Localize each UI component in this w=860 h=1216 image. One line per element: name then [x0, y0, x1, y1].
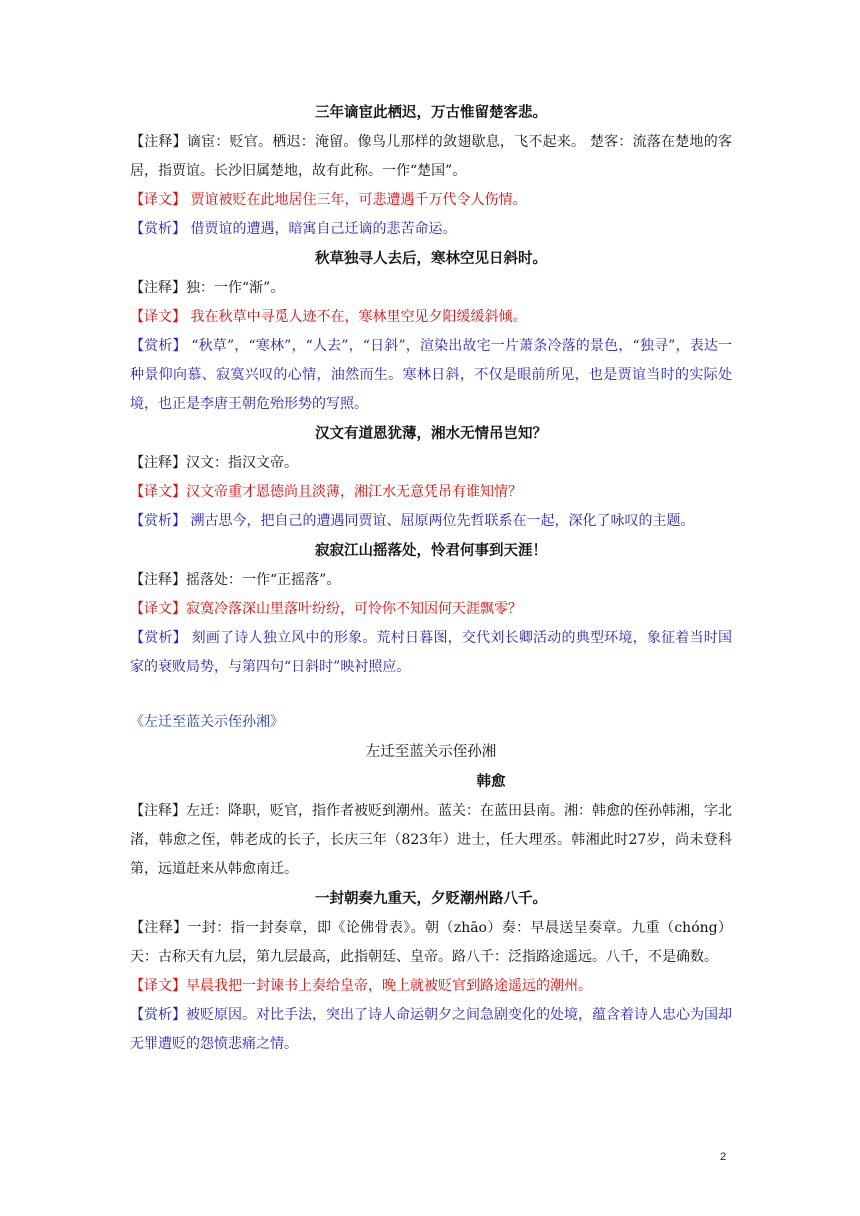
- translation-paragraph: 【译文】 贾谊被贬在此地居住三年，可悲遭遇千万代令人伤情。: [130, 192, 527, 208]
- translation-paragraph: 【译文】汉文帝重才恩德尚且淡薄，湘江水无意凭吊有谁知情？: [130, 484, 522, 500]
- appreciation-paragraph: 【赏析】 刻画了诗人独立风中的形象。荒村日暮图，交代刘长卿活动的典型环境，象征着当时国家的衰败局势，与第四句“日斜时”映衬照应。: [130, 630, 732, 675]
- note-paragraph: 【注释】一封：指一封奏章，即《论佛骨表》。朝（zhāo）奏：早晨送呈奏章。九重（chóng）天：古称天有九层，第九层最高，此指朝廷、皇帝。路八千：泛指路途遥远。八千，不是确数。: [130, 920, 732, 965]
- note-paragraph: 【注释】摇落处：一作“正摇落”。: [130, 572, 341, 588]
- appreciation-paragraph: 【赏析】 “秋草”，“寒林”，“人去”，“日斜”，渲染出故宅一片萧条冷落的景色，“独寻”，表达一种景仰向慕、寂寞兴叹的心情，油然而生。寒林日斜，不仅是眼前所见，也是贾谊当时的实际处境，也正是李唐王朝危殆形势的写照。: [130, 338, 732, 412]
- appreciation-paragraph: 【赏析】 溯古思今，把自己的遭遇同贾谊、屈原两位先哲联系在一起，深化了咏叹的主题。: [130, 513, 695, 529]
- translation-paragraph: 【译文】 我在秋草中寻觅人迹不在，寒林里空见夕阳缓缓斜倾。: [130, 309, 527, 325]
- verse-heading: 汉文有道恩犹薄，湘水无情吊岂知？: [315, 426, 547, 442]
- appreciation-paragraph: 【赏析】 借贾谊的遭遇，暗寓自己迁谪的悲苦命运。: [130, 221, 457, 237]
- intro-note-paragraph: 【注释】左迁：降职，贬官，指作者被贬到潮州。蓝关：在蓝田县南。湘：韩愈的侄孙韩湘，字北渚，韩愈之侄，韩老成的长子，长庆三年（823年）进士，任大理丞。韩湘此时27岁，尚未登科第，远道赶来从韩愈南迁。: [130, 803, 732, 877]
- verse-heading: 三年谪宦此栖迟，万古惟留楚客悲。: [315, 105, 547, 121]
- translation-paragraph: 【译文】寂寞冷落深山里落叶纷纷，可怜你不知因何天涯飘零？: [130, 601, 522, 617]
- spacer: [130, 682, 732, 708]
- poem-title-link[interactable]: 《左迁至蓝关示侄孙湘》: [130, 714, 284, 730]
- poem-author: 韩愈: [476, 774, 506, 790]
- verse-heading: 秋草独寻人去后，寒林空见日斜时。: [315, 251, 547, 267]
- translation-paragraph: 【译文】早晨我把一封谏书上奏给皇帝，晚上就被贬官到路途遥远的潮州。: [130, 978, 592, 994]
- verse-heading: 一封朝奏九重天，夕贬潮州路八千。: [315, 891, 547, 907]
- appreciation-paragraph: 【赏析】被贬原因。对比手法，突出了诗人命运朝夕之间急剧变化的处境，蕴含着诗人忠心为国却无罪遭贬的怨愤悲痛之情。: [130, 1007, 732, 1052]
- poem-title: 左迁至蓝关示侄孙湘: [365, 744, 497, 760]
- note-paragraph: 【注释】谪宦：贬官。栖迟：淹留。像鸟儿那样的敛翅歇息，飞不起来。 楚客：流落在楚地的客居，指贾谊。长沙旧属楚地，故有此称。一作“楚国”。: [130, 134, 732, 179]
- document-content: [130, 98, 732, 1059]
- page-number: 2: [720, 1151, 727, 1163]
- note-paragraph: 【注释】汉文：指汉文帝。: [130, 455, 298, 471]
- verse-heading: 寂寂江山摇落处，怜君何事到天涯！: [315, 543, 547, 559]
- note-paragraph: 【注释】独：一作“渐”。: [130, 280, 285, 296]
